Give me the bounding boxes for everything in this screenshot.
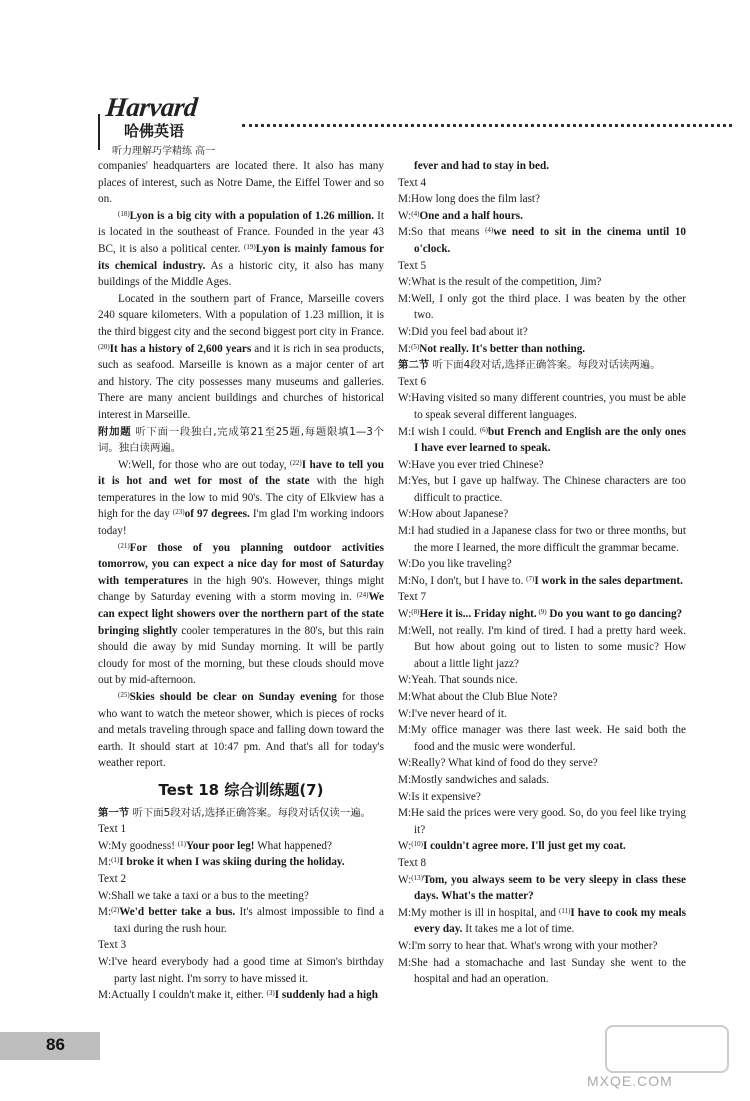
- dialogue-line: M:My office manager was there last week. He said both the food and the music were wonderful.: [398, 724, 686, 753]
- dialogue-line: M:I had studied in a Japanese class for two or three months, but the more I learned, the more difficult the grammar became.: [398, 525, 686, 554]
- harvard-logo: Harvard: [104, 92, 199, 122]
- dialogue-line: W:I've never heard of it.: [398, 707, 507, 720]
- text-label: Text 3: [98, 939, 127, 952]
- dialogue-line: W:$^{(8)}$Here it is... Friday night. $^{(9)}$ Do you want to go dancing?: [398, 608, 683, 621]
- page-number: 86: [46, 1035, 65, 1054]
- dialogue-line: M:So that means $^{(4)}$we need to sit in the cinema until 10 o'clock.: [398, 226, 687, 255]
- dialogue-line: W:How about Japanese?: [398, 508, 509, 521]
- dialogue-line: W:Did you feel bad about it?: [398, 325, 528, 338]
- dialogue-line: M:$^{(1)}$I broke it when I was skiing during the holiday.: [98, 856, 345, 869]
- dialogue-line: W:I've heard everybody had a good time at Simon's birthday party last night. I'm sorry to have missed it.: [98, 955, 384, 985]
- dialogue-line: fever and had to stay in bed.: [414, 160, 549, 172]
- page-header: [92, 88, 732, 158]
- paragraph: companies' headquarters are located there. It also has many places of interest, such as Notre Dame, the Eiffel Tower and so on.: [98, 160, 384, 206]
- dialogue-line: W:Shall we take a taxi or a bus to the meeting?: [98, 889, 309, 902]
- logo-chinese-title: 哈佛英语: [124, 122, 185, 140]
- text-label: Text 4: [398, 176, 427, 189]
- dialogue-line: M:I wish I could. $^{(6)}$but French and English are the only ones I have ever learned to speak.: [398, 425, 687, 455]
- dialogue-line: W:$^{(13)}$Tom, you always seem to be very sleepy in class these days. What's the matter?: [398, 873, 686, 903]
- dialogue-line: W:What is the result of the competition, Jim?: [398, 276, 602, 289]
- dialogue-line: W:Really? What kind of food do they serve?: [398, 757, 598, 770]
- text-label: Text 2: [98, 872, 127, 885]
- dialogue-line: W:Is it expensive?: [398, 790, 481, 803]
- dialogue-line: W:Have you ever tried Chinese?: [398, 458, 544, 471]
- dialogue-line: M:She had a stomachache and last Sunday she went to the hospital and had an operation.: [398, 956, 686, 986]
- dialogue-line: M:Well, I only got the third place. I was beaten by the other two.: [398, 292, 686, 322]
- monologue-paragraph: W:Well, for those who are out today, $^{(22)}$I have to tell you it is hot and wet for most of the state with the high temperatures in the low to mid 90's. The city of Elkview has a high for the day $^{(23)}$of 97 degrees. I'm glad I'm working indoors today!: [98, 458, 385, 538]
- dialogue-line: W:$^{(10)}$I couldn't agree more. I'll just get my coat.: [398, 840, 626, 853]
- dialogue-line: M:$^{(5)}$Not really. It's better than nothing.: [398, 342, 586, 355]
- page-number-tab: [0, 1032, 100, 1060]
- section-heading: 第二节 听下面4段对话,选择正确答案。每段对话读两遍。: [398, 359, 661, 372]
- watermark: [585, 1025, 735, 1095]
- monologue-paragraph: $^{(25)}$Skies should be clear on Sunday evening for those who want to watch the meteor shower, which is pieces of rocks and metals traveling through space and falling down toward the earth. It should start at 10:47 pm. And that's all for today's weather report.: [98, 691, 384, 770]
- dialogue-line: M:$^{(2)}$We'd better take a bus. It's almost impossible to find a taxi during the rush hour.: [98, 906, 384, 935]
- text-label: Text 8: [398, 856, 427, 869]
- text-label: Text 1: [98, 823, 127, 836]
- watermark-logo-icon: [605, 1025, 729, 1073]
- dialogue-line: W:$^{(4)}$One and a half hours.: [398, 209, 523, 222]
- dialogue-line: W:Having visited so many different countries, you must be able to speak several different languages.: [398, 392, 686, 421]
- dialogue-line: M:No, I don't, but I have to. $^{(7)}$I work in the sales department.: [398, 574, 683, 587]
- header-dotted-rule: [242, 124, 732, 127]
- right-column: [398, 158, 686, 988]
- book-subtitle: 听力理解巧学精练 高一: [112, 146, 216, 157]
- dialogue-line: M:My mother is ill in hospital, and $^{(11)}$I have to cook my meals every day. It takes me a lot of time.: [398, 906, 686, 936]
- text-label: Text 5: [398, 259, 427, 272]
- monologue-paragraph: $^{(21)}$For those of you planning outdoor activities tomorrow, you can expect a nice day for most of Saturday with temperatures in the high 90's. However, things might change by Saturday evening with a storm moving in. $^{(24)}$We can expect light showers over the northern part of the state bringing slightly cooler temperatures in the 80's, but this rain should die away by mid Sunday morning. It will be partly cloudy for most of the morning, but these clouds should move out by mid-afternoon.: [98, 541, 384, 687]
- text-label: Text 7: [398, 591, 427, 604]
- paragraph: Located in the southern part of France, Marseille covers 240 square kilometers. With a population of 1.23 million, it is the third biggest city and the second biggest port city in France. $^{(20)}$It has a history of 2,600 years and it is rich in sea products, such as seafood. Marseille is known as a major center of art and history. The city possesses many museums and galleries. There are many ancient buildings and churches of historical interest in Marseille.: [98, 292, 384, 421]
- dialogue-line: M:Well, not really. I'm kind of tired. I had a pretty hard week. But how about going out to listen to some music? How about a little light jazz?: [398, 624, 686, 670]
- extra-question-heading: 附加题 听下面一段独白,完成第21至25题,每题限填1—3个词。独白读两遍。: [98, 425, 384, 455]
- dialogue-line: M:Mostly sandwiches and salads.: [398, 773, 550, 786]
- watermark-text: MXQE.COM: [587, 1073, 673, 1089]
- dialogue-line: W:My goodness! $^{(1)}$Your poor leg! What happened?: [98, 839, 332, 852]
- paragraph: $^{(18)}$Lyon is a big city with a population of 1.26 million. It is located in the southeast of France. Founded in the year 43 BC, it is also a political center. $^{(19)}$Lyon is mainly famous for its chemical industry. As a historic city, it also has many buildings of the Middle Ages.: [98, 209, 384, 289]
- test-title: Test 18 综合训练题(7): [158, 780, 324, 799]
- dialogue-line: W:Do you like traveling?: [398, 558, 512, 571]
- dialogue-line: W:I'm sorry to hear that. What's wrong with your mother?: [398, 939, 658, 952]
- dialogue-line: M:Yes, but I gave up halfway. The Chinese characters are too difficult to practice.: [398, 475, 686, 504]
- dialogue-line: M:Actually I couldn't make it, either. $^{(3)}$I suddenly had a high: [98, 989, 378, 1002]
- section-heading: 第一节 听下面5段对话,选择正确答案。每段对话仅读一遍。: [98, 806, 371, 819]
- dialogue-line: M:How long does the film last?: [398, 193, 541, 206]
- left-column: [98, 158, 384, 1004]
- dialogue-line: M:He said the prices were very good. So, do you feel like trying it?: [398, 807, 686, 836]
- dialogue-line: M:What about the Club Blue Note?: [398, 691, 558, 703]
- text-label: Text 6: [398, 375, 427, 388]
- dialogue-line: W:Yeah. That sounds nice.: [398, 674, 518, 687]
